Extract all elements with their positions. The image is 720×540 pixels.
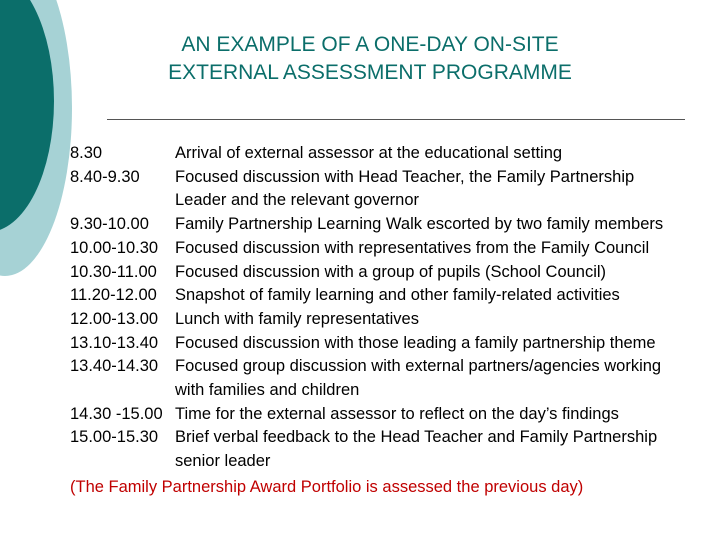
schedule-time <box>70 189 175 213</box>
title-line-1: AN EXAMPLE OF A ONE-DAY ON-SITE <box>181 33 559 56</box>
schedule-row <box>70 379 663 403</box>
schedule-time: 8.40-9.30 <box>70 167 140 186</box>
schedule-row <box>70 237 663 261</box>
title-line-2: EXTERNAL ASSESSMENT PROGRAMME <box>168 61 572 84</box>
schedule-description: Focused discussion with a group of pupils (School Council) <box>175 262 607 281</box>
schedule-time: 10.00-10.30 <box>70 238 159 257</box>
page-title <box>120 31 620 87</box>
schedule-row <box>70 166 663 190</box>
schedule-row <box>70 355 663 379</box>
schedule-row <box>70 426 663 450</box>
schedule-row <box>70 189 663 213</box>
schedule-time: 15.00-15.30 <box>70 428 159 447</box>
schedule-row <box>70 332 663 356</box>
schedule-description: Family Partnership Learning Walk escorted by two family members <box>175 215 664 234</box>
schedule-description: Focused discussion with those leading a family partnership theme <box>175 333 656 352</box>
title-divider <box>107 119 685 120</box>
schedule-description: Focused discussion with representatives from the Family Council <box>175 238 650 257</box>
schedule-row <box>70 261 663 285</box>
schedule-description: Brief verbal feedback to the Head Teacher and Family Partnership <box>175 428 658 447</box>
schedule-time: 13.40-14.30 <box>70 357 159 376</box>
schedule-time <box>70 450 175 474</box>
schedule-time: 11.20-12.00 <box>70 286 157 305</box>
schedule-time: 8.30 <box>70 144 103 162</box>
schedule-list <box>70 142 663 474</box>
schedule-time: 10.30-11.00 <box>70 262 157 281</box>
footnote: (The Family Partnership Award Portfolio is assessed the previous day) <box>70 478 584 496</box>
schedule-description: Lunch with family representatives <box>175 309 419 328</box>
schedule-row <box>70 450 663 474</box>
schedule-description: Arrival of external assessor at the educational setting <box>175 144 563 162</box>
schedule-description: Focused group discussion with external partners/agencies working <box>175 357 662 376</box>
schedule-time: 14.30 -15.00 <box>70 404 163 423</box>
schedule-description: with families and children <box>175 381 360 400</box>
schedule-description: Focused discussion with Head Teacher, the Family Partnership <box>175 167 635 186</box>
schedule-time <box>70 379 175 403</box>
schedule-row <box>70 308 663 332</box>
schedule-row <box>70 284 663 308</box>
schedule-time: 12.00-13.00 <box>70 309 159 328</box>
schedule-time: 9.30-10.00 <box>70 215 149 234</box>
schedule-description: Time for the external assessor to reflect on the day’s findings <box>175 404 619 423</box>
schedule-description: senior leader <box>175 452 271 471</box>
schedule-description: Snapshot of family learning and other family-related activities <box>175 286 620 305</box>
schedule-time: 13.10-13.40 <box>70 333 159 352</box>
schedule-row <box>70 213 663 237</box>
schedule-row <box>70 403 663 427</box>
schedule-row <box>70 142 663 166</box>
schedule-description: Leader and the relevant governor <box>175 191 420 210</box>
